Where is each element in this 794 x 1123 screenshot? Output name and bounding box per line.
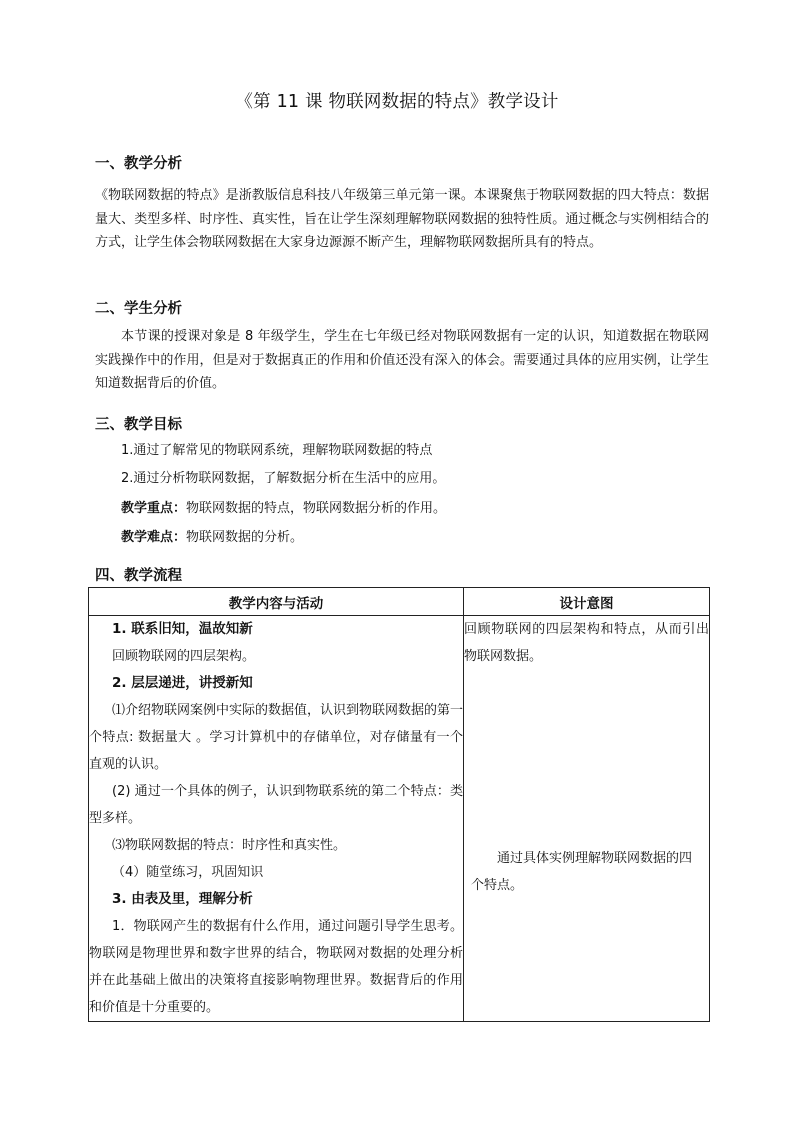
intent-2-text: 通过具体实例理解物联网数据的四个特点。 (471, 851, 693, 893)
document-title: 《第 11 课 物联网数据的特点》教学设计 (235, 92, 559, 112)
intent-cell (464, 616, 710, 1022)
section-heading-student-analysis: 二、学生分析 (95, 301, 182, 317)
step-2-title: 2. 层层递进，讲授新知 (112, 675, 253, 691)
table-body-row (89, 616, 710, 1022)
student-analysis-paragraph: 本节课的授课对象是 8 年级学生，学生在七年级已经对物联网数据有一定的认识，知道数据在物联网实践操作中的作用，但是对于数据真正的作用和价值还没有深入的体会。需要通过具体的应用实例，让学生知道数据背后的价值。 (95, 329, 709, 391)
step-1-title: 1. 联系旧知，温故知新 (112, 621, 253, 637)
goal-item-2: 2.通过分析物联网数据，了解数据分析在生活中的应用。 (121, 471, 446, 486)
difficulty-label: 教学难点： (121, 530, 187, 545)
step-3-text: 1．物联网产生的数据有什么作用，通过问题引导学生思考。物联网是物理世界和数字世界的结合，物联网对数据的处理分析并在此基础上做出的决策将直接影响物理世界。数据背后的作用和价值是十分重要的。 (89, 919, 463, 1015)
activities-cell (89, 616, 464, 1022)
key-point-label: 教学重点： (121, 501, 187, 516)
key-point-text: 物联网数据的特点，物联网数据分析的作用。 (186, 501, 447, 516)
section-heading-teaching-analysis: 一、教学分析 (95, 156, 182, 172)
step-2-item-1: ⑴介绍物联网案例中实际的数据值，认识到物联网数据的第一个特点: 数据量大 。学习计算机中的存储单位，对存储量有一个直观的认识。 (89, 703, 464, 772)
step-1-text: 回顾物联网的四层架构。 (112, 649, 256, 664)
column-header-content: 教学内容与活动 (89, 588, 464, 616)
section-heading-teaching-flow: 四、教学流程 (95, 568, 182, 584)
section-heading-teaching-goals: 三、教学目标 (95, 417, 182, 433)
key-point-line (121, 497, 446, 520)
step-3-title: 3. 由表及里，理解分析 (112, 891, 253, 907)
teaching-analysis-paragraph: 《物联网数据的特点》是浙教版信息科技八年级第三单元第一课。本课聚焦于物联网数据的四大特点：数据量大、类型多样、时序性、真实性，旨在让学生深刻理解物联网数据的独特性质。通过概念与实例相结合的方式，让学生体会物联网数据在大家身边源源不断产生，理解物联网数据所具有的特点。 (95, 188, 709, 250)
teaching-flow-table (88, 587, 710, 1022)
intent-1-text: 回顾物联网的四层架构和特点，从而引出物联网数据。 (464, 622, 709, 664)
step-2-item-4: （4）随堂练习，巩固知识 (112, 865, 264, 880)
step-2-item-3: ⑶物联网数据的特点：时序性和真实性。 (112, 838, 347, 853)
step-2-item-2: (2) 通过一个具体的例子，认识到物联系统的第二个特点：类型多样。 (89, 784, 463, 826)
difficulty-text: 物联网数据的分析。 (186, 530, 304, 545)
column-header-intent: 设计意图 (464, 588, 710, 616)
goal-item-1: 1.通过了解常见的物联网系统，理解物联网数据的特点 (121, 443, 433, 458)
table-header-row (89, 588, 710, 616)
difficulty-line (121, 526, 303, 549)
